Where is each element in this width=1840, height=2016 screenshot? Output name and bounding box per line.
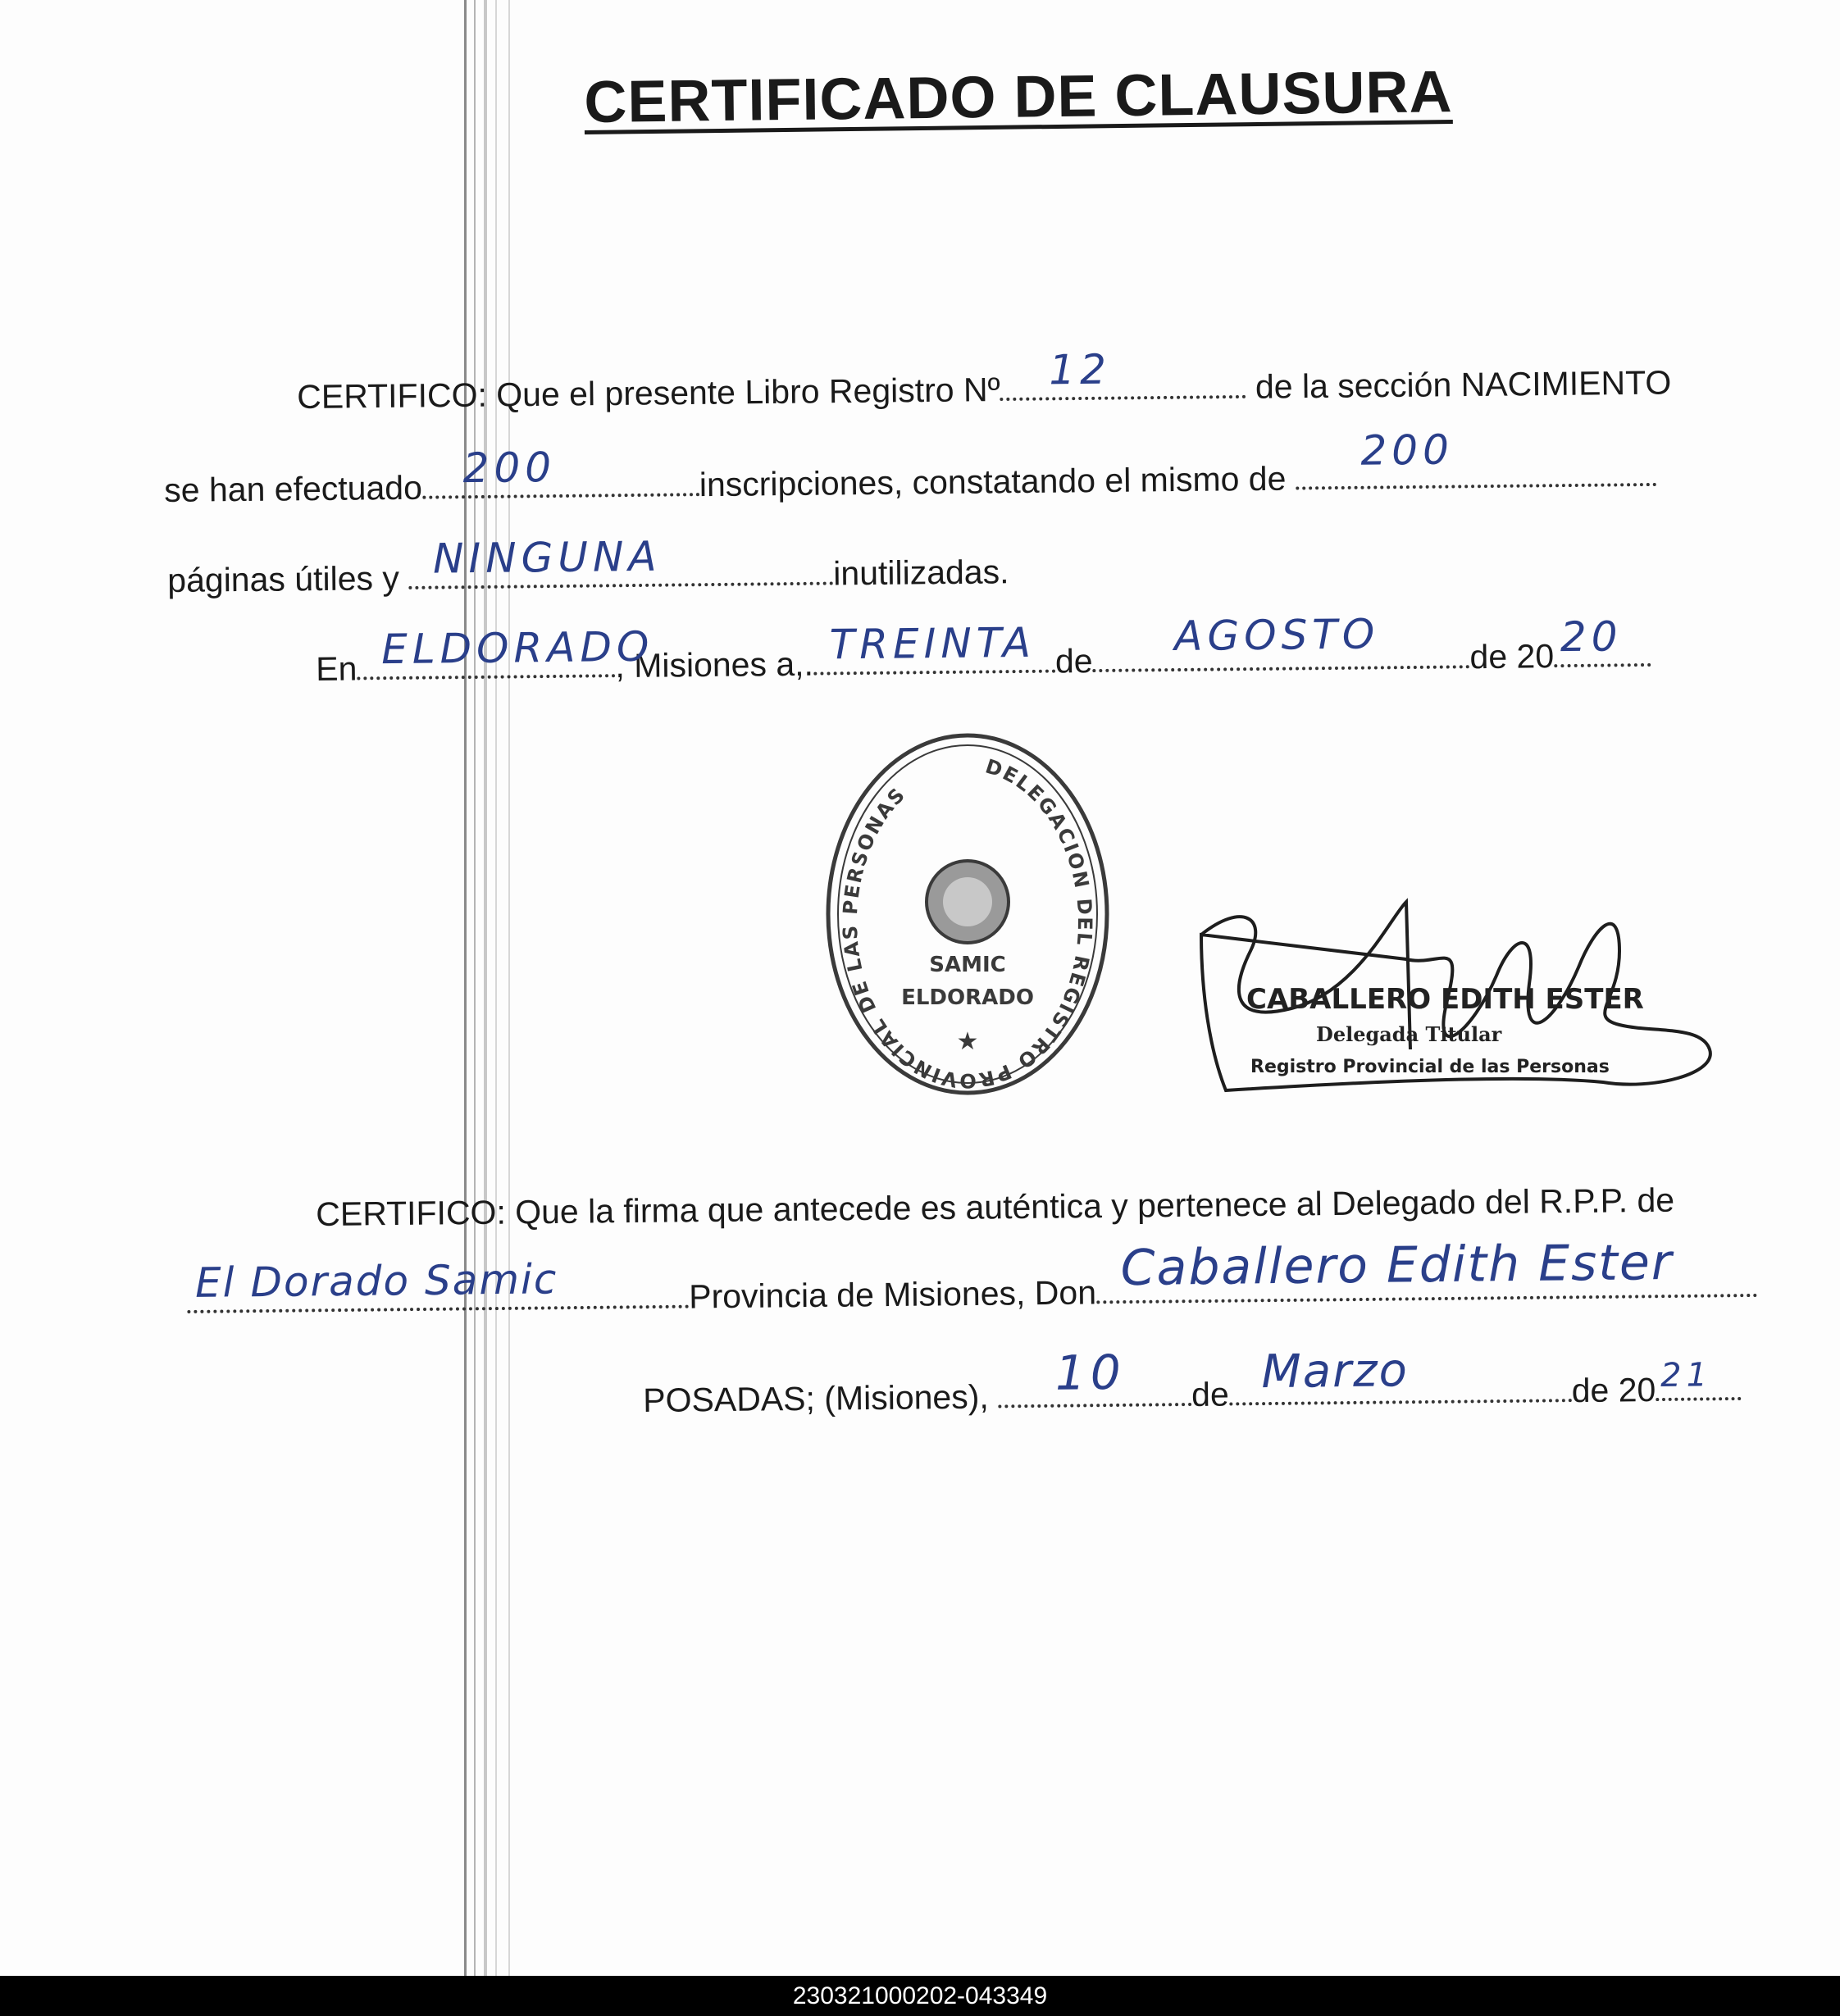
signature-office: Registro Provincial de las Personas	[1250, 1057, 1610, 1077]
p1-line1-prefix: CERTIFICO: Que el presente Libro Registro Nº	[297, 371, 1000, 416]
p2-dia-value: 10	[1054, 1344, 1127, 1401]
p2-line3-de1: de	[1191, 1375, 1229, 1413]
p2-dia-field	[998, 1344, 1191, 1408]
p1-line4-misiones: , Misiones a,.	[615, 644, 814, 685]
p2-line3-de2: de 20	[1571, 1371, 1656, 1410]
localidad-value: El Dorado Samic	[194, 1255, 558, 1307]
paginas-utiles-value: 200	[1360, 425, 1455, 475]
p2-line1	[316, 1181, 1674, 1234]
p1-line4-de2: de 20	[1469, 637, 1555, 676]
p1-line1	[297, 345, 1672, 416]
stamp-inner-bottom: ELDORADO	[901, 985, 1034, 1010]
p2-line1-text: CERTIFICO: Que la firma que antecede es auténtica y pertenece al Delegado del R.P.P. de	[316, 1181, 1675, 1233]
signature-role: Delegada Titular	[1316, 1022, 1502, 1046]
scan-streak	[474, 0, 476, 1976]
p1-line2-middle: inscripciones, constatando el mismo de	[699, 459, 1287, 504]
libro-numero-field	[1000, 345, 1246, 401]
dia-value: TREINTA	[829, 618, 1036, 669]
paginas-utiles-field	[1296, 425, 1656, 490]
signature-block	[1193, 885, 1734, 1131]
p1-line4	[316, 610, 1651, 689]
p1-line2-prefix: se han efectuado	[164, 468, 423, 509]
p2-line2-middle: Provincia de Misiones, Don	[688, 1273, 1097, 1316]
p1-line4-en: En	[316, 649, 358, 688]
mes-value: AGOSTO	[1173, 610, 1380, 661]
coat-of-arms-inner	[943, 877, 992, 926]
scan-streak	[495, 0, 497, 1976]
lugar-value: ELDORADO	[380, 622, 654, 674]
mes-field	[1092, 610, 1469, 672]
p2-mes-field	[1228, 1344, 1571, 1405]
p2-anio-value: 21	[1660, 1356, 1713, 1395]
inscripciones-field	[422, 443, 699, 499]
scan-streak	[464, 0, 467, 1976]
inutilizadas-field	[408, 532, 833, 589]
dia-field	[813, 618, 1055, 676]
libro-numero-value: 12	[1049, 345, 1112, 394]
p2-mes-value: Marzo	[1261, 1344, 1410, 1399]
p1-line3	[167, 532, 1009, 600]
anio-value: 20	[1560, 612, 1623, 662]
scan-id-footer: 230321000202-043349	[0, 1976, 1840, 2016]
localidad-field	[187, 1255, 689, 1313]
p1-line4-de1: de	[1054, 642, 1093, 680]
p2-line3-prefix: POSADAS; (Misiones),	[643, 1377, 989, 1419]
p2-line2	[187, 1234, 1757, 1322]
anio-field	[1554, 612, 1651, 667]
page-title: CERTIFICADO DE CLAUSURA	[584, 59, 1453, 135]
p2-anio-field	[1656, 1356, 1741, 1401]
official-stamp	[812, 721, 1123, 1107]
lugar-field	[357, 622, 654, 680]
p1-line1-suffix: de la sección NACIMIENTO	[1255, 363, 1672, 406]
stamp-outer-text: DELEGACION DEL REGISTRO PROVINCIAL DE LAS PERSONAS	[838, 754, 1097, 1093]
p1-line2	[164, 425, 1656, 510]
inutilizadas-value: NINGUNA	[432, 532, 662, 583]
scan-streak	[508, 0, 510, 1976]
scan-streak	[484, 0, 487, 1976]
p2-line3	[643, 1344, 1742, 1420]
p1-line3-suffix: inutilizadas.	[833, 553, 1009, 593]
signature-name: CABALLERO EDITH ESTER	[1246, 983, 1644, 1016]
inscripciones-value: 200	[462, 443, 557, 493]
star-icon: ★	[956, 1027, 979, 1056]
don-field	[1096, 1234, 1757, 1304]
stamp-inner-top: SAMIC	[929, 953, 1006, 977]
don-value: Caballero Edith Ester	[1120, 1234, 1674, 1298]
p1-line3-prefix: páginas útiles y	[167, 559, 400, 599]
